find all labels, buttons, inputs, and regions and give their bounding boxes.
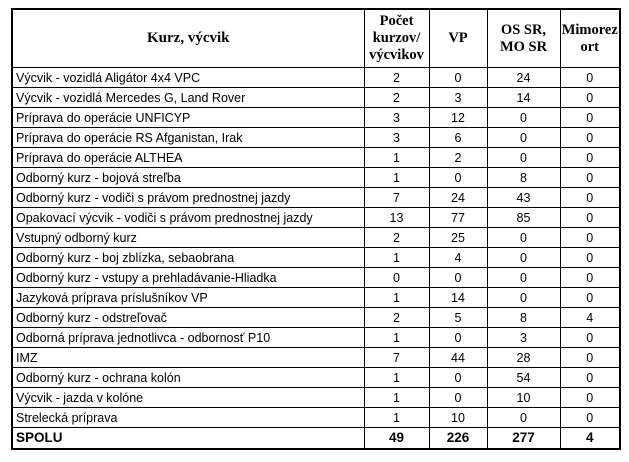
- course-table: [11, 8, 621, 450]
- total-vp: 226: [429, 428, 487, 450]
- row-os-sr: 8: [487, 308, 560, 328]
- header-os-sr: OS SR, MO SR: [487, 9, 560, 68]
- row-course-count: 1: [364, 288, 429, 308]
- table-row: [12, 68, 620, 88]
- row-vp: 4: [429, 248, 487, 268]
- row-os-sr: 0: [487, 288, 560, 308]
- row-mimorezort: 0: [560, 228, 620, 248]
- row-course-count: 7: [364, 188, 429, 208]
- row-course-name: Odborná príprava jednotlivca - odbornosť P10: [12, 328, 364, 348]
- table-row: [12, 348, 620, 368]
- total-os-sr: 277: [487, 428, 560, 450]
- row-course-count: 3: [364, 108, 429, 128]
- row-course-name: IMZ: [12, 348, 364, 368]
- total-row: [12, 428, 620, 450]
- row-course-name: Výcvik - vozidlá Mercedes G, Land Rover: [12, 88, 364, 108]
- row-os-sr: 0: [487, 148, 560, 168]
- row-course-name: Strelecká príprava: [12, 408, 364, 428]
- table-row: [12, 268, 620, 288]
- row-os-sr: 0: [487, 408, 560, 428]
- row-vp: 0: [429, 328, 487, 348]
- row-mimorezort: 4: [560, 308, 620, 328]
- row-mimorezort: 0: [560, 288, 620, 308]
- row-vp: 12: [429, 108, 487, 128]
- row-course-name: Odborný kurz - ochrana kolón: [12, 368, 364, 388]
- table-row: [12, 88, 620, 108]
- course-table-container: [11, 8, 621, 450]
- row-course-count: 1: [364, 408, 429, 428]
- row-mimorezort: 0: [560, 188, 620, 208]
- row-course-name: Odborný kurz - bojová streľba: [12, 168, 364, 188]
- table-row: [12, 388, 620, 408]
- total-mimorezort: 4: [560, 428, 620, 450]
- row-course-name: Príprava do operácie UNFICYP: [12, 108, 364, 128]
- row-os-sr: 8: [487, 168, 560, 188]
- table-row: [12, 288, 620, 308]
- row-course-name: Výcvik - jazda v kolóne: [12, 388, 364, 408]
- row-course-count: 1: [364, 368, 429, 388]
- row-course-count: 1: [364, 168, 429, 188]
- row-vp: 77: [429, 208, 487, 228]
- row-os-sr: 0: [487, 268, 560, 288]
- row-course-name: Výcvik - vozidlá Aligátor 4x4 VPC: [12, 68, 364, 88]
- table-row: [12, 248, 620, 268]
- row-vp: 44: [429, 348, 487, 368]
- row-mimorezort: 0: [560, 68, 620, 88]
- row-vp: 3: [429, 88, 487, 108]
- row-course-name: Odborný kurz - odstreľovač: [12, 308, 364, 328]
- row-course-count: 2: [364, 68, 429, 88]
- row-vp: 14: [429, 288, 487, 308]
- row-os-sr: 24: [487, 68, 560, 88]
- row-mimorezort: 0: [560, 128, 620, 148]
- row-os-sr: 0: [487, 248, 560, 268]
- row-vp: 10: [429, 408, 487, 428]
- row-mimorezort: 0: [560, 148, 620, 168]
- header-row: [12, 9, 620, 68]
- row-course-name: Odborný kurz - boj zblízka, sebaobrana: [12, 248, 364, 268]
- row-os-sr: 0: [487, 228, 560, 248]
- row-vp: 2: [429, 148, 487, 168]
- row-course-count: 3: [364, 128, 429, 148]
- row-mimorezort: 0: [560, 248, 620, 268]
- table-row: [12, 188, 620, 208]
- table-row: [12, 148, 620, 168]
- row-os-sr: 10: [487, 388, 560, 408]
- header-mimorezort: Mimorez ort: [560, 9, 620, 68]
- table-row: [12, 328, 620, 348]
- row-course-name: Opakovací výcvik - vodiči s právom prednostnej jazdy: [12, 208, 364, 228]
- row-mimorezort: 0: [560, 268, 620, 288]
- row-mimorezort: 0: [560, 88, 620, 108]
- row-course-count: 1: [364, 328, 429, 348]
- row-course-name: Odborný kurz - vstupy a prehladávanie-Hliadka: [12, 268, 364, 288]
- row-os-sr: 14: [487, 88, 560, 108]
- total-course-name: SPOLU: [12, 428, 364, 450]
- row-os-sr: 0: [487, 108, 560, 128]
- row-mimorezort: 0: [560, 368, 620, 388]
- row-vp: 0: [429, 168, 487, 188]
- row-vp: 0: [429, 388, 487, 408]
- row-vp: 25: [429, 228, 487, 248]
- table-row: [12, 108, 620, 128]
- row-vp: 5: [429, 308, 487, 328]
- row-course-count: 2: [364, 88, 429, 108]
- row-mimorezort: 0: [560, 168, 620, 188]
- table-row: [12, 368, 620, 388]
- row-course-name: Jazyková príprava príslušníkov VP: [12, 288, 364, 308]
- table-row: [12, 208, 620, 228]
- row-vp: 0: [429, 268, 487, 288]
- row-course-count: 1: [364, 148, 429, 168]
- row-os-sr: 54: [487, 368, 560, 388]
- total-course-count: 49: [364, 428, 429, 450]
- row-mimorezort: 0: [560, 408, 620, 428]
- table-row: [12, 168, 620, 188]
- row-course-name: Odborný kurz - vodiči s právom prednostnej jazdy: [12, 188, 364, 208]
- row-os-sr: 28: [487, 348, 560, 368]
- row-os-sr: 43: [487, 188, 560, 208]
- table-row: [12, 128, 620, 148]
- row-os-sr: 3: [487, 328, 560, 348]
- header-course: Kurz, výcvik: [12, 9, 364, 68]
- row-course-count: 7: [364, 348, 429, 368]
- row-course-name: Príprava do operácie ALTHEA: [12, 148, 364, 168]
- row-mimorezort: 0: [560, 328, 620, 348]
- table-row: [12, 308, 620, 328]
- row-course-count: 2: [364, 228, 429, 248]
- table-row: [12, 408, 620, 428]
- row-course-count: 0: [364, 268, 429, 288]
- row-course-count: 1: [364, 388, 429, 408]
- row-course-count: 1: [364, 248, 429, 268]
- row-vp: 6: [429, 128, 487, 148]
- row-course-name: Vstupný odborný kurz: [12, 228, 364, 248]
- row-mimorezort: 0: [560, 388, 620, 408]
- row-mimorezort: 0: [560, 348, 620, 368]
- row-mimorezort: 0: [560, 108, 620, 128]
- row-vp: 0: [429, 68, 487, 88]
- header-course-count: Počet kurzov/ výcvikov: [364, 9, 429, 68]
- row-vp: 24: [429, 188, 487, 208]
- row-course-name: Príprava do operácie RS Afganistan, Irak: [12, 128, 364, 148]
- row-os-sr: 0: [487, 128, 560, 148]
- row-course-count: 13: [364, 208, 429, 228]
- row-course-count: 2: [364, 308, 429, 328]
- row-mimorezort: 0: [560, 208, 620, 228]
- table-row: [12, 228, 620, 248]
- header-vp: VP: [429, 9, 487, 68]
- row-os-sr: 85: [487, 208, 560, 228]
- row-vp: 0: [429, 368, 487, 388]
